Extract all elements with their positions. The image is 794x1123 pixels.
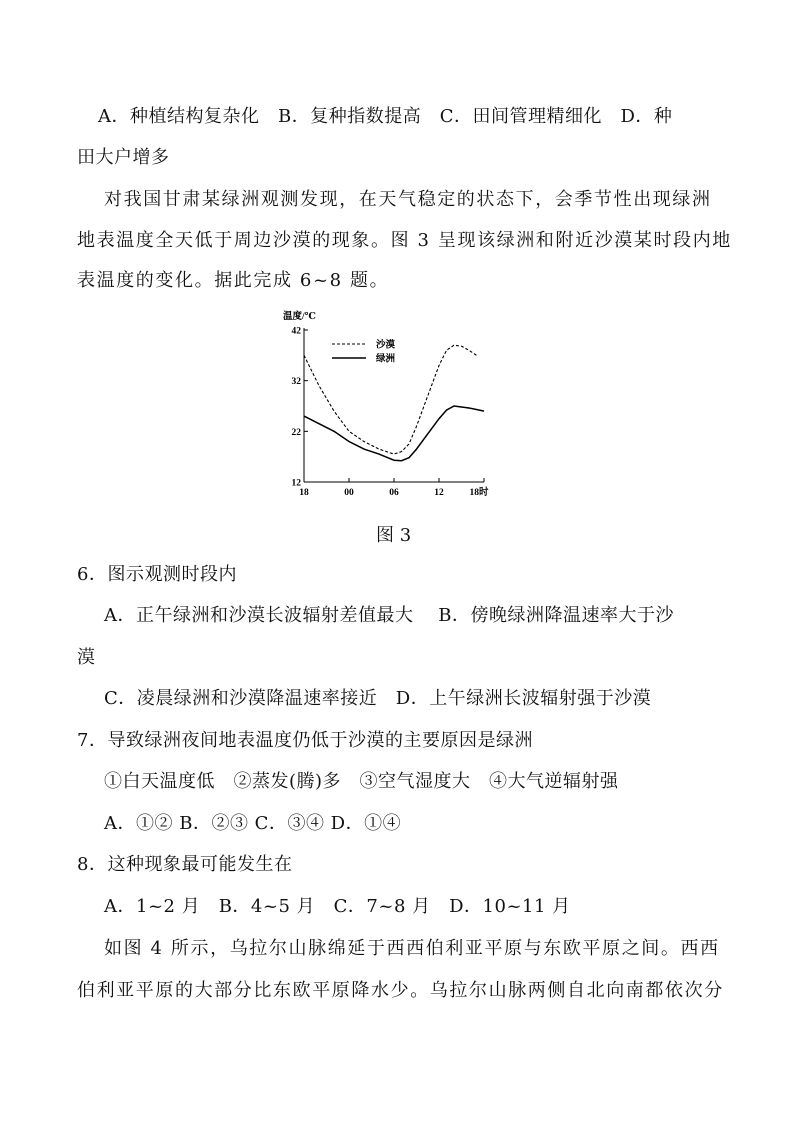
y-tick-label-22: 22 (291, 427, 301, 438)
q6-options-line-1: A．正午绿洲和沙漠长波辐射差值最大 B．傍晚绿洲降温速率大于沙 (104, 605, 674, 626)
legend-label-绿洲: 绿洲 (376, 354, 396, 365)
q6-options-line-2: C．凌晨绿洲和沙漠降温速率接近 D．上午绿洲长波辐射强于沙漠 (104, 688, 652, 709)
y-tick-label-42: 42 (291, 326, 301, 337)
question-6: 6．图示观测时段内 (77, 564, 237, 585)
intro-paragraph-line-2: 地表温度全天低于周边沙漠的现象。图 3 呈现该绿洲和附近沙漠某时段内地 (77, 230, 732, 251)
option-line-q5: A．种植结构复杂化 B．复种指数提高 C．田间管理精细化 D．种 (98, 106, 673, 127)
x-tick-label-18: 18 (299, 488, 309, 498)
next-paragraph-line-2: 伯利亚平原的大部分比东欧平原降水少。乌拉尔山脉两侧自北向南都依次分 (77, 980, 724, 1001)
x-tick-label-06: 06 (389, 488, 399, 498)
q6-options-line-1-cont: 漠 (77, 647, 96, 668)
y-axis-label: 温度/℃ (283, 312, 317, 322)
x-tick-label-18时: 18时 (469, 488, 489, 498)
q7-options: A．①② B．②③ C．③④ D．①④ (104, 813, 402, 834)
x-tick-label-00: 00 (344, 488, 354, 498)
q8-options: A．1~2 月 B．4~5 月 C．7~8 月 D．10~11 月 (104, 896, 571, 917)
legend-label-沙漠: 沙漠 (376, 340, 396, 351)
question-8: 8．这种现象最可能发生在 (77, 854, 293, 875)
temperature-chart (270, 308, 520, 508)
chart-ticks (292, 327, 489, 499)
intro-paragraph-line-3: 表温度的变化。据此完成 6~8 题。 (77, 270, 390, 291)
intro-paragraph-line-1: 对我国甘肃某绿洲观测发现，在天气稳定的状态下，会季节性出现绿洲 (104, 189, 712, 210)
y-tick-label-32: 32 (291, 377, 301, 388)
series-line-绿洲 (304, 406, 484, 461)
question-7: 7．导致绿洲夜间地表温度仍低于沙漠的主要原因是绿洲 (77, 730, 533, 751)
next-paragraph-line-1: 如图 4 所示，乌拉尔山脉绵延于西西伯利亚平原与东欧平原之间。西西 (104, 938, 720, 959)
q7-statements: ①白天温度低 ②蒸发(腾)多 ③空气湿度大 ④大气逆辐射强 (104, 771, 619, 792)
x-tick-label-12: 12 (434, 488, 444, 498)
chart-legend (332, 339, 396, 365)
figure-caption: 图 3 (376, 525, 412, 546)
option-line-q5-cont: 田大户增多 (77, 147, 170, 168)
y-tick-label-12: 12 (291, 478, 301, 489)
